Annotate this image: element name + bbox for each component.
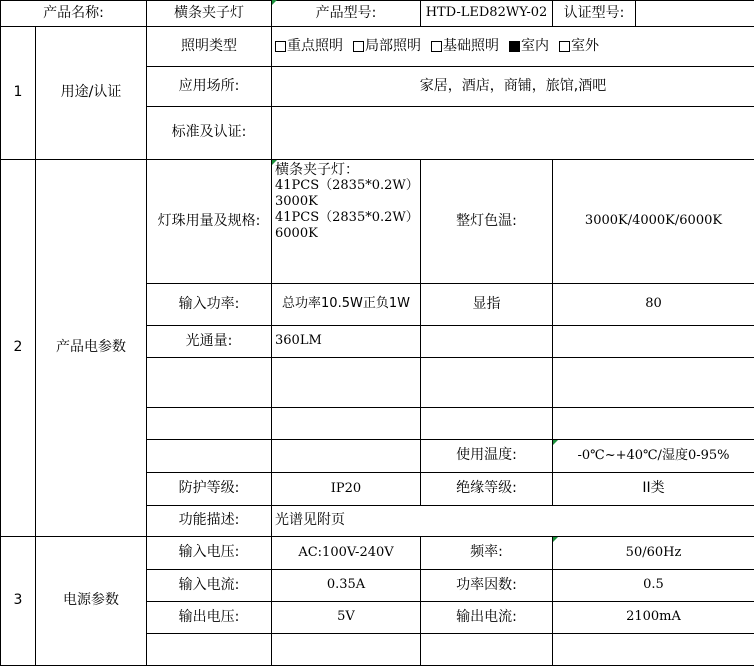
empty-cell (147, 634, 272, 666)
checkbox-icon (509, 41, 520, 52)
product-name-label: 产品名称: (0, 0, 147, 27)
power-label: 输入功率: (147, 284, 272, 326)
flux-value: 360LM (272, 326, 421, 358)
empty-cell (421, 358, 553, 408)
empty-cell (272, 440, 421, 473)
empty-cell (421, 634, 553, 666)
output-voltage-label: 输出电压: (147, 602, 272, 634)
insulation-value: II类 (553, 473, 754, 506)
section-title: 电源参数 (36, 537, 147, 666)
checkbox-icon (353, 41, 364, 52)
checkbox-icon (275, 41, 286, 52)
power-value: 总功率10.5W正负1W (272, 284, 421, 326)
temp-label: 使用温度: (421, 440, 553, 473)
checkbox-indoor[interactable] (509, 38, 549, 56)
checkbox-local-lighting[interactable] (353, 38, 421, 56)
checkbox-basic-lighting[interactable] (431, 38, 499, 56)
flux-label: 光通量: (147, 326, 272, 358)
empty-cell (147, 358, 272, 408)
section-number: 2 (0, 160, 36, 537)
standard-value (272, 107, 754, 160)
frequency-label: 频率: (421, 537, 553, 570)
led-spec-line: 6000K (275, 226, 318, 241)
model-label: 产品型号: (272, 0, 421, 27)
led-spec-label: 灯珠用量及规格: (147, 160, 272, 284)
function-value: 光谱见附页 (272, 506, 754, 537)
frequency-value: 50/60Hz (553, 537, 754, 570)
power-factor-value: 0.5 (553, 570, 754, 602)
checkbox-outdoor[interactable] (559, 38, 599, 56)
checkbox-accent-lighting[interactable] (275, 38, 343, 56)
cct-label: 整灯色温: (421, 160, 553, 284)
section-number: 3 (0, 537, 36, 666)
empty-cell (272, 634, 421, 666)
checkbox-label: 基础照明 (443, 37, 499, 54)
empty-cell (421, 408, 553, 440)
cell-marker-icon (272, 160, 277, 165)
led-spec-line: 41PCS（2835*0.2W） (275, 210, 419, 225)
led-spec-line: 3000K (275, 194, 318, 209)
checkbox-icon (431, 41, 442, 52)
checkbox-label: 室外 (571, 37, 599, 54)
model-value: HTD-LED82WY-02 (421, 0, 553, 27)
empty-cell (147, 440, 272, 473)
insulation-label: 绝缘等级: (421, 473, 553, 506)
section-number: 1 (0, 27, 36, 160)
empty-cell (272, 358, 421, 408)
input-voltage-label: 输入电压: (147, 537, 272, 570)
cct-value: 3000K/4000K/6000K (553, 160, 754, 284)
empty-cell (553, 326, 754, 358)
cell-marker-icon (553, 440, 558, 445)
input-current-value: 0.35A (272, 570, 421, 602)
standard-label: 标准及认证: (147, 107, 272, 160)
empty-cell (553, 408, 754, 440)
input-current-label: 输入电流: (147, 570, 272, 602)
empty-cell (272, 408, 421, 440)
led-spec-value (272, 160, 421, 284)
lighting-type-options (272, 27, 754, 67)
input-voltage-value: AC:100V-240V (272, 537, 421, 570)
application-label: 应用场所: (147, 67, 272, 107)
ip-value: IP20 (272, 473, 421, 506)
checkbox-icon (559, 41, 570, 52)
checkbox-label: 重点照明 (287, 37, 343, 54)
ip-label: 防护等级: (147, 473, 272, 506)
output-current-value: 2100mA (553, 602, 754, 634)
empty-cell (553, 634, 754, 666)
empty-cell (421, 326, 553, 358)
empty-cell (147, 408, 272, 440)
function-label: 功能描述: (147, 506, 272, 537)
cri-label: 显指 (421, 284, 553, 326)
checkbox-label: 室内 (521, 37, 549, 54)
product-name-value: 横条夹子灯 (147, 0, 272, 27)
cell-marker-icon (272, 0, 277, 5)
empty-cell (553, 358, 754, 408)
section-title: 用途/认证 (36, 27, 147, 160)
section-title: 产品电参数 (36, 160, 147, 537)
lighting-type-label: 照明类型 (147, 27, 272, 67)
checkbox-label: 局部照明 (365, 37, 421, 54)
temp-value: -0℃~+40℃/湿度0-95% (553, 440, 754, 473)
output-voltage-value: 5V (272, 602, 421, 634)
cert-model-value (636, 0, 754, 27)
cri-value: 80 (553, 284, 754, 326)
cell-marker-icon (553, 537, 558, 542)
led-spec-line: 41PCS（2835*0.2W） (275, 178, 419, 193)
output-current-label: 输出电流: (421, 602, 553, 634)
power-factor-label: 功率因数: (421, 570, 553, 602)
led-spec-line: 横条夹子灯： (275, 162, 359, 178)
application-value: 家居，酒店，商铺，旅馆,酒吧 (272, 67, 754, 107)
cert-model-label: 认证型号: (553, 0, 636, 27)
